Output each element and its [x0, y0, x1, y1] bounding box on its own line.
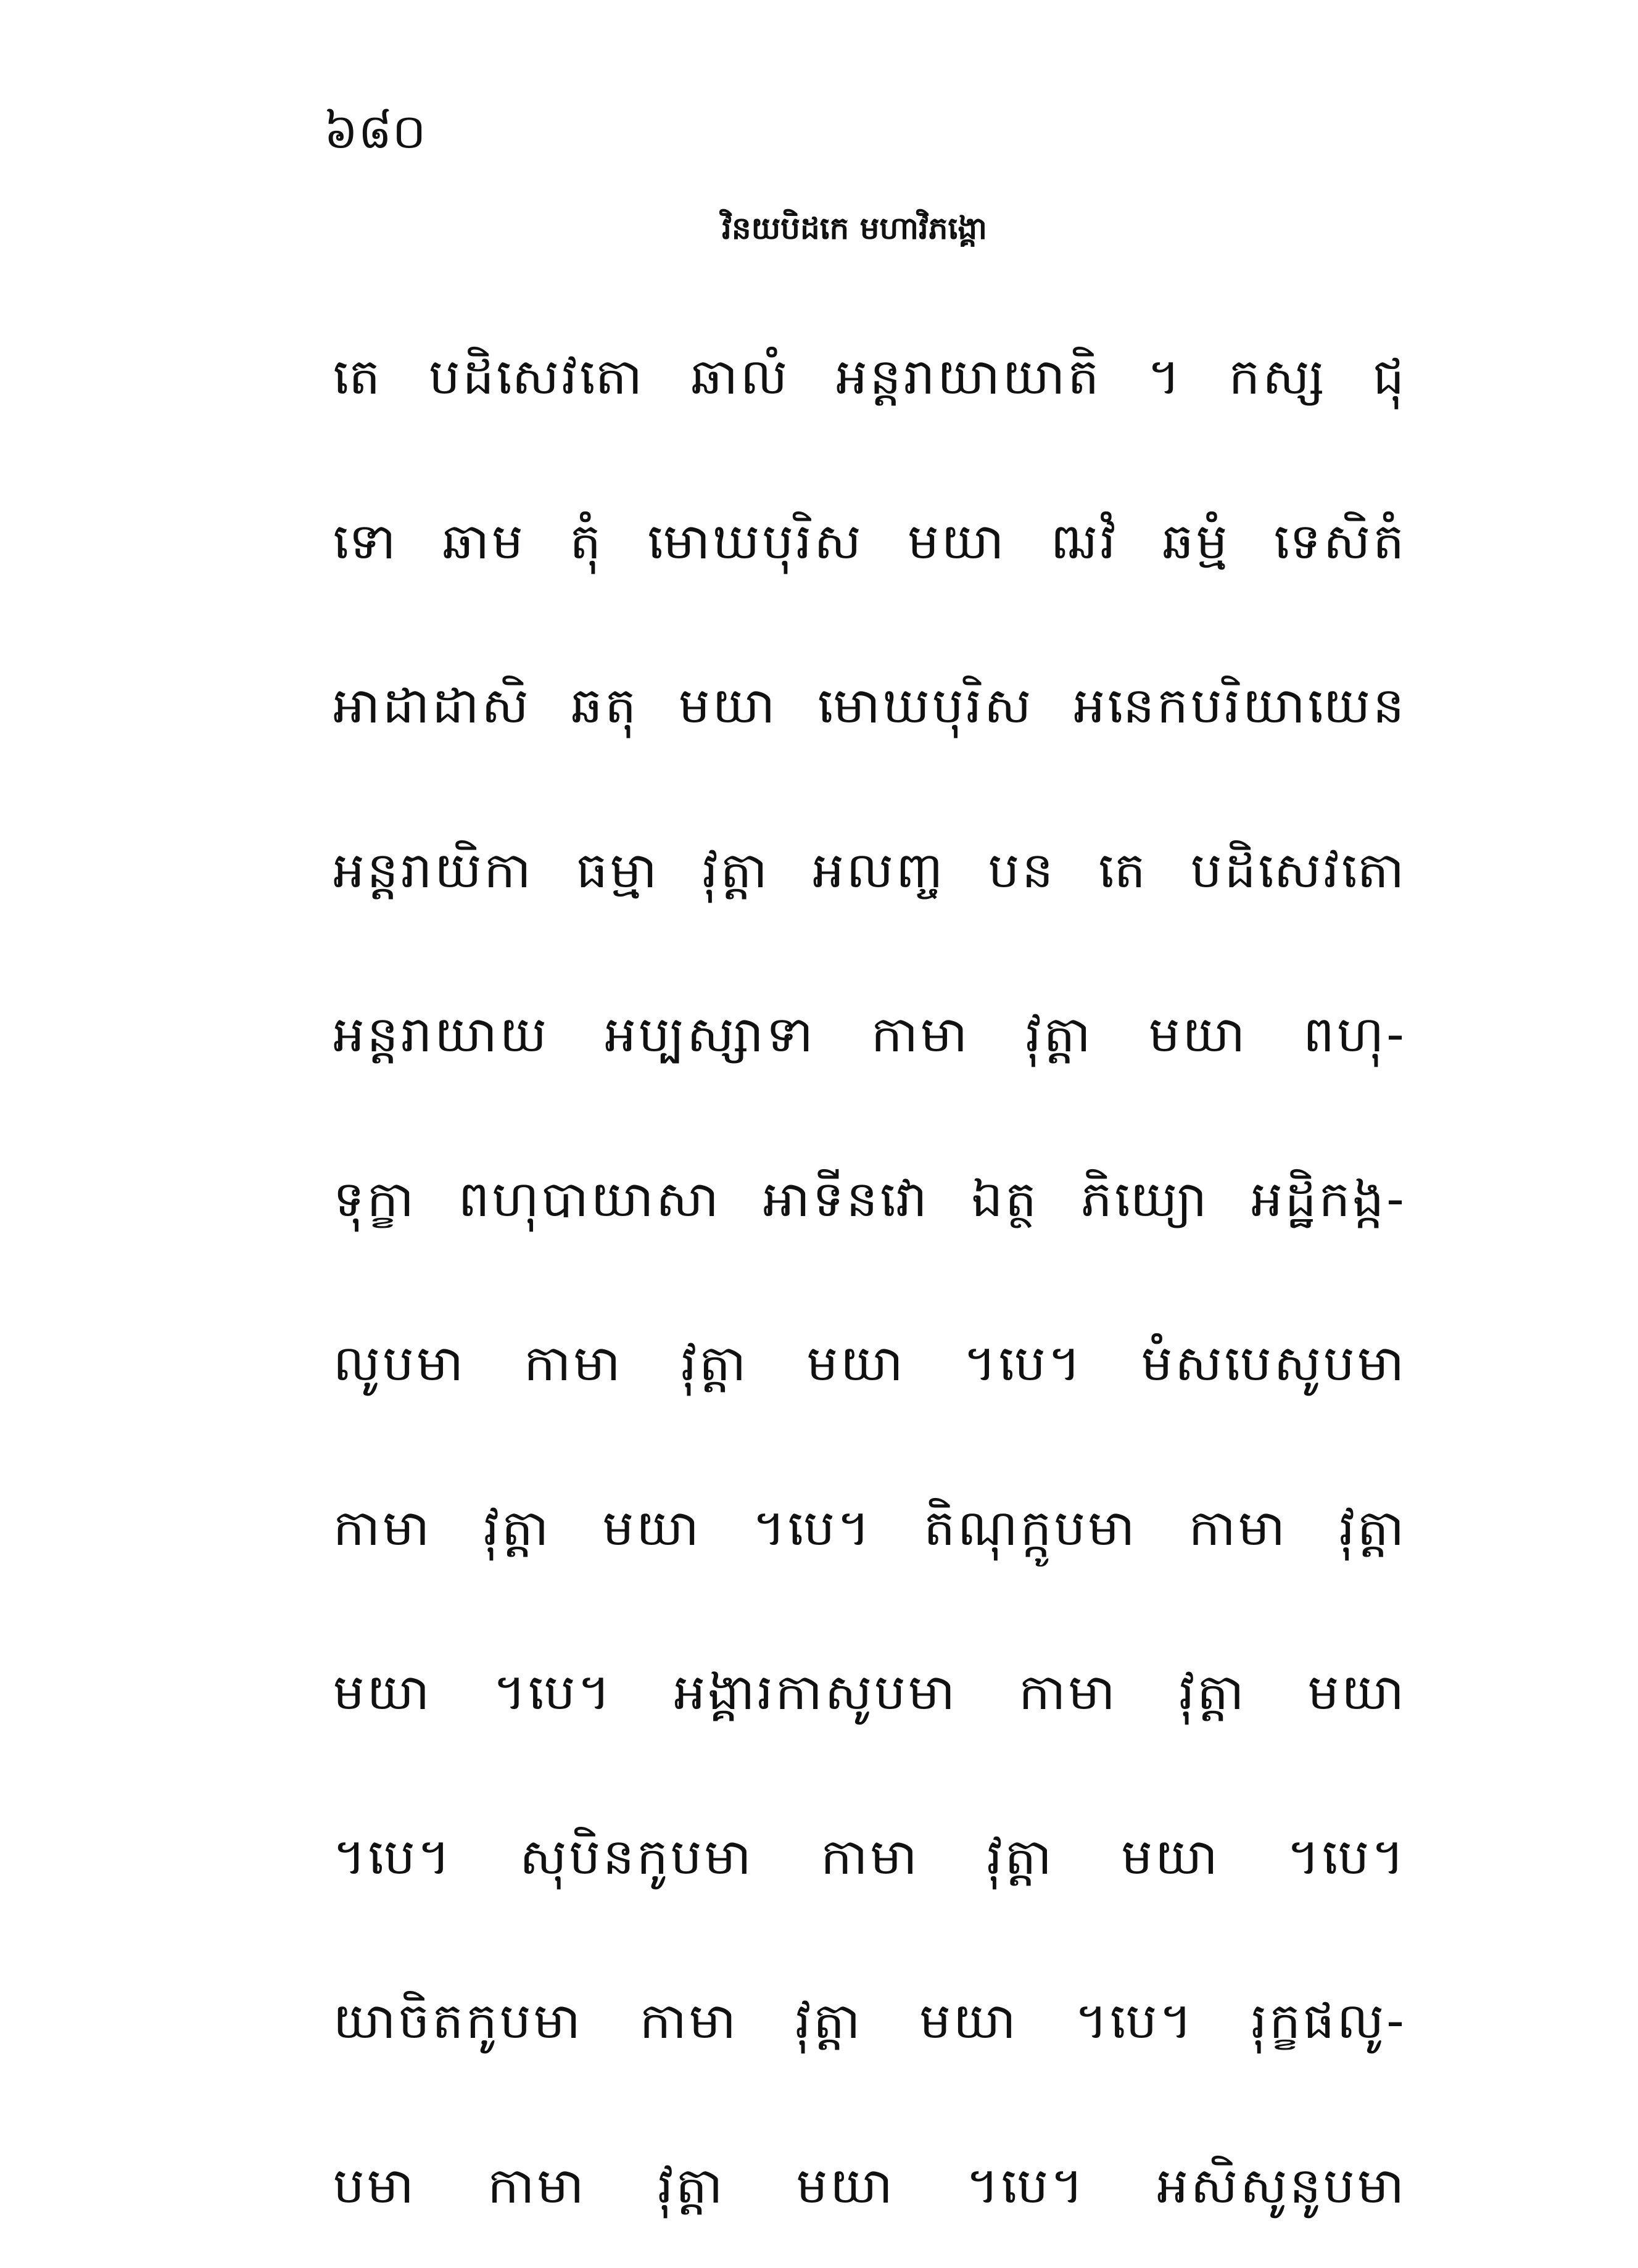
- text-line: លូបមា កាមា វុត្តា មយា ។បេ។ មំសបេសូបមា: [333, 1281, 1407, 1446]
- text-line: យាចិតកូបមា កាមា វុត្តា មយា ។បេ។ រុក្ខផលូ-: [333, 1939, 1407, 2104]
- text-line: តេ បដិសេវតោ ឆាលំ អន្តរាយាយាតិ ។ កស្ស ជុ: [333, 295, 1407, 460]
- page-number: ៦៨០: [324, 108, 426, 156]
- body-text: [333, 295, 1407, 2268]
- text-line: មយា ។បេ។ អង្គារកាសូបមា កាមា វុត្តា មយា: [333, 1610, 1407, 1775]
- text-line: អន្តរាយាយ អប្បស្សាទា កាមា វុត្តា មយា ពហុ-: [333, 953, 1407, 1117]
- text-line: អាដាដាសិ ឆតុ មយា មោឃបុរិស អនេកបរិយាយេន: [333, 624, 1407, 788]
- running-header: វិនយបិដកេ មហាវិភង្គោ: [722, 213, 1043, 244]
- text-line: ទុក្ខា ពហុបាយាសា អាទីនវោ ឯត្ថ ភិយ្យោ អដ្ឋិកង្ក-: [333, 1117, 1407, 1282]
- text-line: ។បេ។ សុបិនកូបមា កាមា វុត្តា មយា ។បេ។: [333, 1775, 1407, 1940]
- text-line: អន្តរាយិកា ធម្មា វុត្តា អលញ្ច បន តេ បដិសេវតោ: [333, 788, 1407, 953]
- text-line: បមា កាមា វុត្តា មយា ។បេ។ អសិសូនូបមា: [333, 2104, 1407, 2268]
- text-line: កាមា វុត្តា មយា ។បេ។ តិណុក្កូបមា កាមា វុត្តា: [333, 1446, 1407, 1611]
- text-line: ទោ ឆាម តុំ មោឃបុរិស មយា ឍវំ ឆម្មំ ទេសិតំ: [333, 460, 1407, 624]
